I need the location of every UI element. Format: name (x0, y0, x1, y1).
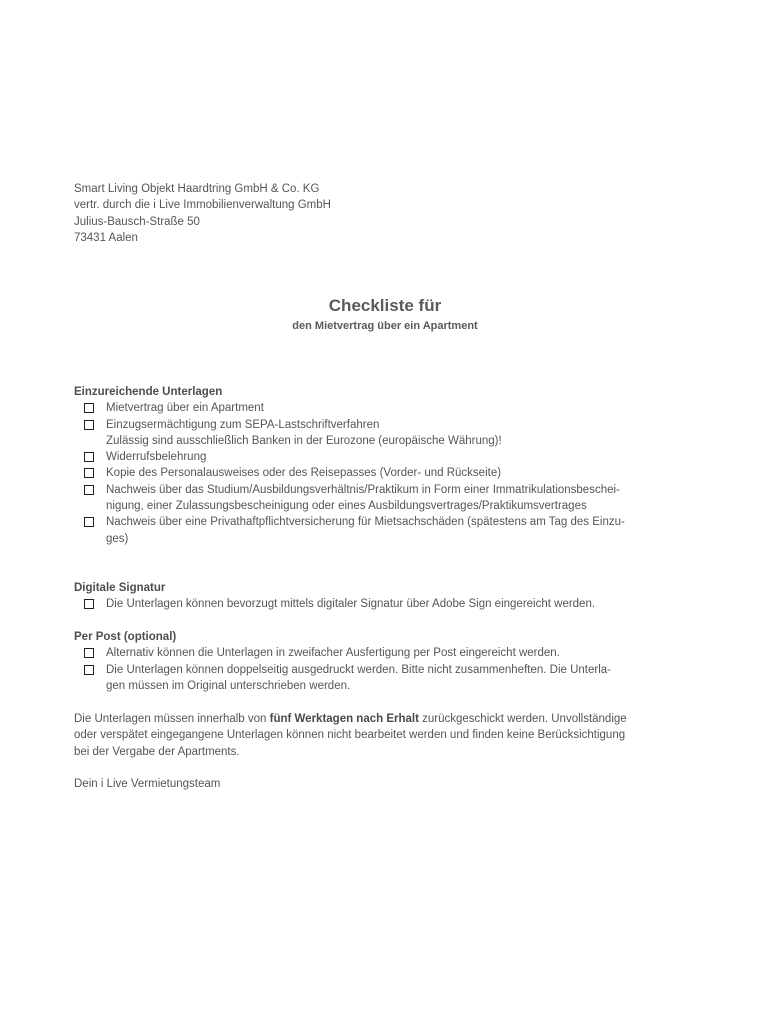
checkbox-icon[interactable] (84, 485, 94, 495)
checkbox-icon[interactable] (84, 665, 94, 675)
checklist-item-text: ges) (106, 532, 129, 545)
post-section (74, 629, 704, 694)
checklist-item-text: Kopie des Personalausweises oder des Reisepasses (Vorder- und Rückseite) (106, 467, 502, 480)
closing-text-start: Die Unterlagen müssen innerhalb von (74, 713, 270, 725)
checklist-item (74, 482, 704, 515)
checkbox-icon[interactable] (84, 420, 94, 430)
checklist-item-text: Nachweis über das Studium/Ausbildungsverhältnis/Praktikum in Form einer Immatrikulationsbeschei- (106, 483, 620, 496)
checklist-item (74, 662, 704, 695)
checklist-item-text: Einzugsermächtigung zum SEPA-Lastschriftverfahren (106, 418, 380, 431)
address-city: 73431 Aalen (74, 231, 138, 244)
digital-heading: Digitale Signatur (74, 582, 166, 594)
closing-line-3: bei der Vergabe der Apartments. (74, 745, 240, 758)
checklist-item-text: Nachweis über eine Privathaftpflichtversicherung für Mietsachschäden (spätestens am Tag des Einzu- (106, 516, 625, 529)
checkbox-icon[interactable] (84, 648, 94, 658)
checkbox-icon[interactable] (84, 517, 94, 527)
closing-line-2: oder verspätet eingegangene Unterlagen können nicht bearbeitet werden und finden keine Berücksichtigung (74, 729, 626, 742)
checklist-item (74, 596, 704, 612)
checklist-item (74, 645, 704, 661)
checklist-item-text: nigung, einer Zulassungsbescheinigung oder eines Ausbildungsvertrages/Praktikumsvertrages (106, 500, 587, 513)
checklist-item-text: Widerrufsbelehrung (106, 451, 207, 464)
checkbox-icon[interactable] (84, 403, 94, 413)
address-street: Julius-Bausch-Straße 50 (74, 215, 200, 228)
checklist-item (74, 400, 704, 416)
checkbox-icon[interactable] (84, 599, 94, 609)
digital-checklist (74, 596, 704, 612)
address-company: Smart Living Objekt Haardtring GmbH & Co. KG (74, 183, 320, 195)
address-representative: vertr. durch die i Live Immobilienverwaltung GmbH (74, 199, 331, 212)
signature: Dein i Live Vermietungsteam (74, 778, 221, 790)
documents-checklist (74, 400, 704, 547)
closing-text-end: zurückgeschickt werden. Unvollständige (418, 713, 627, 725)
checklist-item (74, 514, 704, 547)
checklist-item-text: Die Unterlagen können bevorzugt mittels digitaler Signatur über Adobe Sign eingereicht werden. (106, 598, 596, 611)
documents-section (74, 384, 704, 547)
checklist-item-text: Zulässig sind ausschließlich Banken in der Eurozone (europäische Währung)! (106, 434, 502, 447)
checklist-item-text: Die Unterlagen können doppelseitig ausgedruckt werden. Bitte nicht zusammenheften. Die Unterla- (106, 663, 612, 676)
closing-paragraph (74, 711, 714, 760)
checklist-item (74, 465, 704, 481)
checklist-item-text: Mietvertrag über ein Apartment (106, 402, 264, 415)
checkbox-icon[interactable] (84, 468, 94, 478)
checkbox-icon[interactable] (84, 452, 94, 462)
checklist-item (74, 417, 704, 450)
deadline-emphasis: fünf Werktagen nach Erhalt (269, 713, 419, 725)
checklist-item-text: Alternativ können die Unterlagen in zweifacher Ausfertigung per Post eingereicht werden. (106, 647, 560, 660)
digital-section (74, 580, 704, 613)
sender-address (74, 181, 331, 246)
documents-heading: Einzureichende Unterlagen (74, 386, 223, 398)
document-title: Checkliste für (328, 296, 442, 315)
document-subtitle: den Mietvertrag über ein Apartment (292, 320, 478, 332)
checklist-item-text: gen müssen im Original unterschrieben werden. (106, 679, 351, 692)
post-checklist (74, 645, 704, 694)
checklist-item (74, 449, 704, 465)
post-heading: Per Post (optional) (74, 631, 177, 643)
